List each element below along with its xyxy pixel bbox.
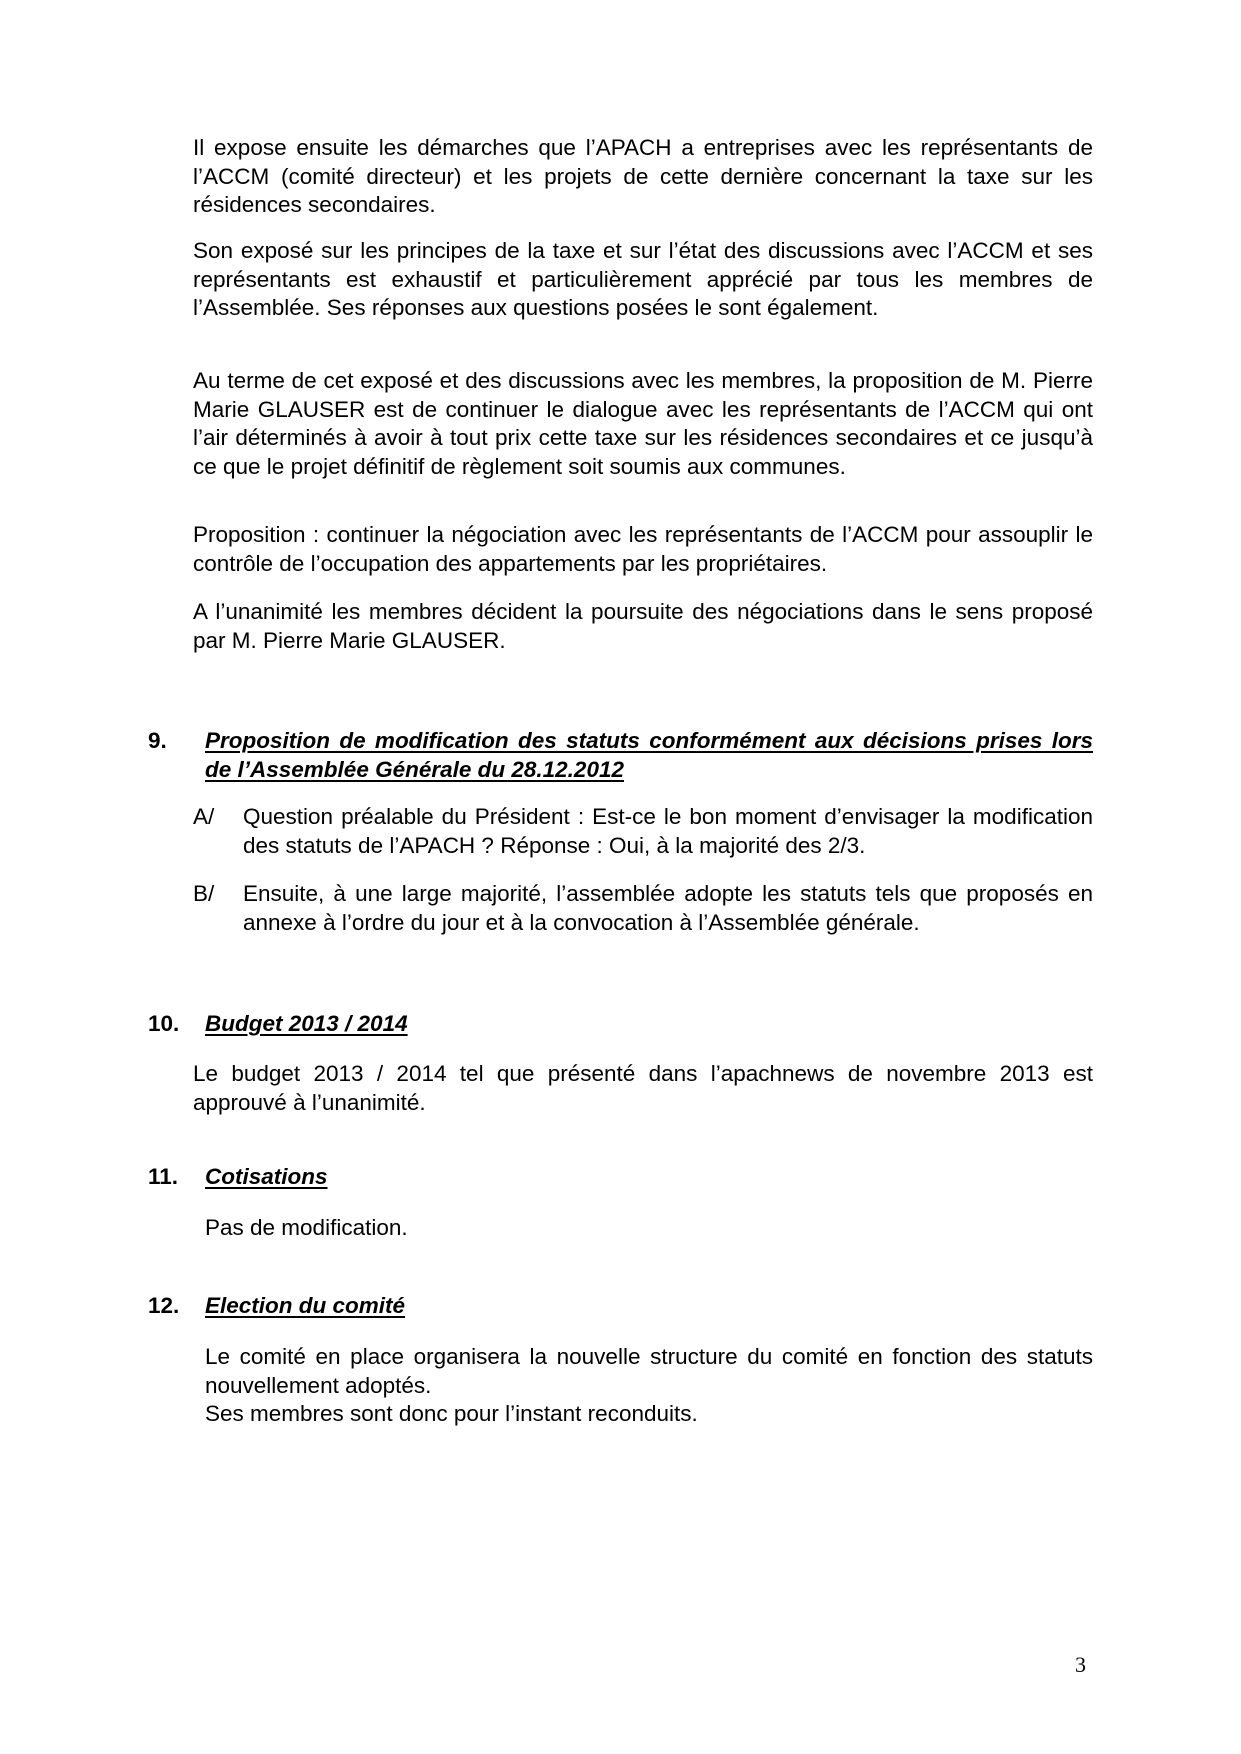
section-9-number: 9.: [148, 728, 167, 753]
paragraph-glauser-proposal: Au terme de cet exposé et des discussions avec les membres, la proposition de M. Pierre Marie GLAUSER est de continuer le dialogue avec les représentants de l’ACCM qui ont l’air déterminés à avoir à tout prix cette taxe sur les résidences secondaires et ce jusqu’à ce que le projet définitif de règlement soit soumis aux communes.: [193, 368, 1093, 479]
section-9-item-b-label: B/: [193, 881, 215, 906]
section-11-text: Pas de modification.: [205, 1215, 408, 1240]
paragraph-proposition: Proposition : continuer la négociation avec les représentants de l’ACCM pour assouplir le contrôle de l’occupation des appartements par les propriétaires.: [193, 522, 1093, 576]
paragraph-apach-accm-steps: Il expose ensuite les démarches que l’APACH a entreprises avec les représentants de l’ACCM (comité directeur) et les projets de cette dernière concernant la taxe sur les résidences secondaires.: [193, 135, 1093, 217]
section-9-item-b-text: Ensuite, à une large majorité, l’assemblée adopte les statuts tels que proposés en annexe à l’ordre du jour et à la convocation à l’Assemblée générale.: [243, 881, 1093, 935]
section-12-title: Election du comité: [205, 1293, 406, 1318]
section-12-number: 12.: [148, 1293, 180, 1318]
section-12-text-1: Le comité en place organisera la nouvelle structure du comité en fonction des statuts nouvellement adoptés.: [205, 1344, 1093, 1398]
section-9-title: Proposition de modification des statuts conformément aux décisions prises lors de l’Assemblée Générale du 28.12.2012: [205, 728, 1093, 782]
paragraph-unanimity-decision: A l’unanimité les membres décident la poursuite des négociations dans le sens proposé par M. Pierre Marie GLAUSER.: [193, 599, 1093, 653]
section-10-title: Budget 2013 / 2014: [205, 1011, 408, 1036]
section-10-number: 10.: [148, 1011, 180, 1036]
section-10-text: Le budget 2013 / 2014 tel que présenté dans l’apachnews de novembre 2013 est approuvé à l’unanimité.: [193, 1061, 1093, 1115]
section-11-number: 11.: [148, 1164, 179, 1189]
paragraph-tax-presentation: Son exposé sur les principes de la taxe et sur l’état des discussions avec l’ACCM et ses représentants est exhaustif et particulièrement apprécié par tous les membres de l’Assemblée. Ses réponses aux questions posées le sont également.: [193, 238, 1093, 320]
section-12-text-2: Ses membres sont donc pour l’instant reconduits.: [205, 1401, 698, 1426]
section-11-title: Cotisations: [205, 1164, 328, 1189]
section-9-item-a-text: Question préalable du Président : Est-ce le bon moment d’envisager la modification des statuts de l’APACH ? Réponse : Oui, à la majorité des 2/3.: [243, 804, 1093, 858]
section-9-item-a-label: A/: [193, 804, 215, 829]
page-number: 3: [1075, 1652, 1086, 1677]
